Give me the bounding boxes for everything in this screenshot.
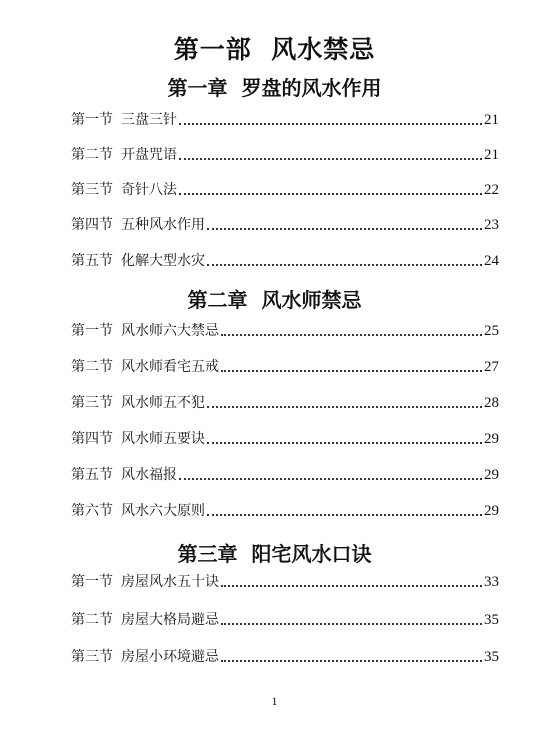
section-number: 第二节 [71,147,113,163]
section-number: 第四节 [71,431,113,447]
toc-entry[interactable] [71,465,499,485]
section-number: 第二节 [71,359,113,375]
toc-entry[interactable] [71,501,499,521]
section-name: 奇针八法 [121,182,177,198]
toc-entry[interactable] [71,610,499,630]
page-ref: 35 [484,649,499,665]
dot-leader [221,623,482,625]
page-ref: 23 [484,217,499,233]
toc-entry[interactable] [71,215,499,235]
page-ref: 29 [484,467,499,483]
section-name: 风水福报 [121,467,177,483]
chapter-title: 第二章 风水师禁忌 [187,288,362,312]
section-number: 第六节 [71,503,113,519]
chapter-title: 第一章 罗盘的风水作用 [167,76,382,100]
section-name: 风水师五不犯 [121,395,205,411]
section-name: 风水六大原则 [121,503,205,519]
page-ref: 29 [484,503,499,519]
dot-leader [221,334,482,336]
section-name: 三盘三针 [121,112,177,128]
dot-leader [207,442,482,444]
dot-leader [207,406,482,408]
section-name: 房屋风水五十诀 [121,574,219,590]
toc-entry[interactable] [71,357,499,377]
dot-leader [179,193,482,195]
dot-leader [207,228,482,230]
section-number: 第一节 [71,112,113,128]
page-ref: 22 [484,182,499,198]
page-ref: 28 [484,395,499,411]
section-number: 第五节 [71,253,113,269]
dot-leader [179,478,482,480]
page-ref: 21 [484,147,499,163]
dot-leader [221,660,482,662]
toc-entry[interactable] [71,429,499,449]
section-name: 风水师六大禁忌 [121,323,219,339]
dot-leader [179,123,482,125]
page-ref: 25 [484,323,499,339]
section-name: 风水师看宅五戒 [121,359,219,375]
section-name: 风水师五要诀 [121,431,205,447]
page-number: 1 [271,694,278,708]
section-number: 第一节 [71,574,113,590]
toc-entry[interactable] [71,180,499,200]
page-ref: 27 [484,359,499,375]
toc-entry[interactable] [71,321,499,341]
section-number: 第一节 [71,323,113,339]
page-ref: 29 [484,431,499,447]
section-number: 第五节 [71,467,113,483]
dot-leader [207,264,482,266]
dot-leader [221,585,482,587]
dot-leader [207,514,482,516]
section-name: 五种风水作用 [121,217,205,233]
chapter-title: 第三章 阳宅风水口诀 [177,542,372,566]
section-name: 房屋大格局避忌 [121,612,219,628]
dot-leader [221,370,482,372]
section-number: 第二节 [71,612,113,628]
page-ref: 35 [484,612,499,628]
page-ref: 24 [484,253,499,269]
toc-entry[interactable] [71,110,499,130]
section-name: 房屋小环境避忌 [121,649,219,665]
toc-entry[interactable] [71,572,499,592]
page-ref: 33 [484,574,499,590]
section-name: 化解大型水灾 [121,253,205,269]
section-number: 第四节 [71,217,113,233]
toc-entry[interactable] [71,647,499,667]
part-title: 第一部 风水禁忌 [173,35,376,64]
toc-entry[interactable] [71,145,499,165]
toc-entry[interactable] [71,251,499,271]
dot-leader [179,158,482,160]
section-number: 第三节 [71,182,113,198]
page-ref: 21 [484,112,499,128]
section-number: 第三节 [71,649,113,665]
section-number: 第三节 [71,395,113,411]
section-name: 开盘咒语 [121,147,177,163]
toc-entry[interactable] [71,393,499,413]
